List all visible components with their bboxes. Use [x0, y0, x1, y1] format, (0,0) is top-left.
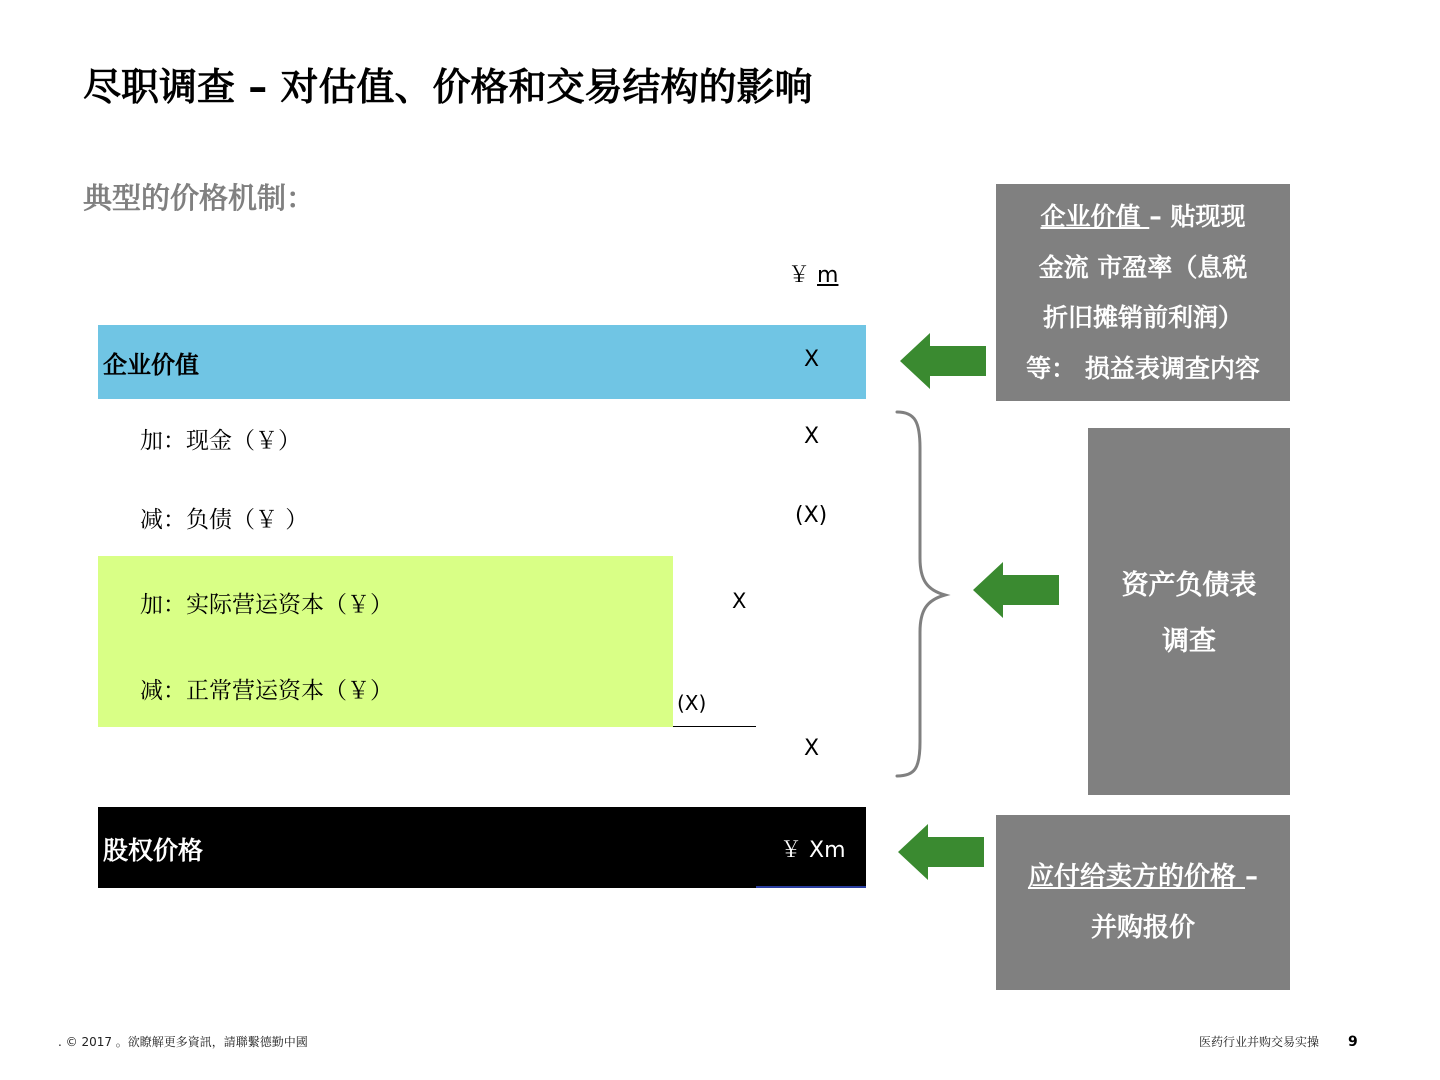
left-arrow-icon: [900, 331, 988, 391]
equity-price-row: [98, 807, 866, 888]
section-subtitle: 典型的价格机制：: [83, 181, 316, 215]
left-arrow-icon: [973, 560, 1061, 620]
less-debt-amount: (X): [795, 503, 828, 528]
currency-symbol: ￥: [788, 263, 811, 288]
price-note-dash: –: [1245, 862, 1259, 892]
page-number: 9: [1348, 1034, 1358, 1050]
equity-price-amount: ￥ Xm: [780, 838, 846, 863]
less-normal-wc-amount: (X): [677, 691, 707, 715]
add-actual-wc-label: 加：实际营运资本（￥）: [140, 592, 393, 618]
add-cash-amount: X: [804, 424, 820, 449]
subtotal-rule: [673, 726, 756, 727]
footer-title: 医药行业并购交易实操: [1199, 1035, 1320, 1049]
balance-sheet-note-line2: 调查: [1162, 626, 1216, 657]
enterprise-value-amount: X: [804, 347, 820, 372]
enterprise-value-note-line1: – 贴现现: [1149, 202, 1246, 231]
wc-adjustment-amount: X: [804, 736, 820, 761]
price-note: [996, 815, 1290, 990]
add-actual-wc-amount: X: [732, 589, 747, 613]
page-title: 尽职调查 – 对估值、价格和交易结构的影响: [83, 65, 813, 109]
enterprise-value-note-line2: 金流 市盈率（息税: [1038, 252, 1248, 282]
enterprise-value-note-heading: 企业价值: [1040, 202, 1150, 231]
price-note-heading: 应付给卖方的价格: [1027, 862, 1246, 892]
balance-sheet-note-line1: 资产负债表: [1121, 570, 1257, 601]
less-debt-label: 减：负债（￥ ）: [140, 507, 309, 533]
price-note-line2: 并购报价: [1090, 913, 1195, 943]
enterprise-value-label: 企业价值: [103, 351, 199, 379]
left-arrow-icon: [898, 822, 986, 882]
enterprise-value-note-line3: 折旧摊销前利润）: [1042, 303, 1243, 332]
equity-value-underline: [756, 886, 866, 888]
enterprise-value-note-line4: 等： 损益表调查内容: [1026, 353, 1260, 383]
unit-suffix: m: [817, 263, 839, 288]
equity-price-label: 股权价格: [103, 836, 204, 865]
curly-brace-icon: [893, 408, 953, 780]
add-cash-label: 加：现金（￥）: [140, 428, 301, 454]
enterprise-value-note: [996, 184, 1290, 401]
balance-sheet-note: [1088, 428, 1290, 795]
enterprise-value-row: [98, 325, 866, 399]
less-normal-wc-label: 减：正常营运资本（￥）: [140, 678, 393, 704]
unit-header: [788, 258, 838, 289]
footer-copyright: . © 2017 。欲瞭解更多資訊，請聯繫德勤中國: [58, 1035, 308, 1049]
